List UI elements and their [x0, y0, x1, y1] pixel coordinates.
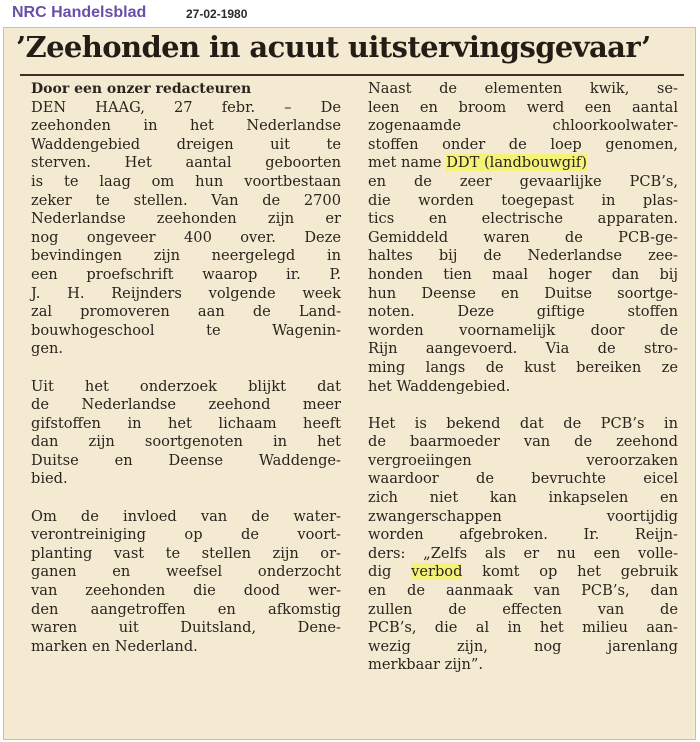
text-line: wezig zijn, nog jarenlang: [368, 637, 678, 655]
text-line: J. H. Reijnders volgende week: [31, 284, 341, 302]
text-line: Waddengebied dreigen uit te: [31, 135, 341, 153]
text-line: marken en Nederland.: [31, 637, 198, 655]
text-line: Duitse en Deense Waddenge-: [31, 451, 341, 469]
highlighted-term: verbod: [411, 563, 463, 581]
text-line: zogenaamde chloorkoolwater-: [368, 117, 678, 135]
text-line: noten. Deze giftige stoffen: [368, 303, 678, 321]
text-line: worden voornamelijk door de: [368, 321, 678, 339]
text-line: ganen en weefsel onderzocht: [31, 563, 341, 581]
text-line: en de aanmaak van PCB’s, dan: [368, 582, 678, 600]
text-line: Naast de elementen kwik, se-: [368, 80, 678, 97]
text-fragment: met name: [368, 154, 447, 172]
text-fragment: dig: [368, 563, 412, 581]
left-column: [31, 80, 341, 656]
text-line: zich niet kan inkapselen en: [368, 489, 678, 507]
text-line: Nederlandse zeehonden zijn er: [31, 210, 341, 228]
newspaper-name: NRC Handelsblad: [12, 4, 147, 21]
right-column: [368, 80, 678, 675]
text-line: Gemiddeld waren de PCB-ge-: [368, 228, 678, 246]
right-paragraph-2: [368, 415, 678, 675]
paragraph-gap: [31, 359, 341, 378]
text-line: en de zeer gevaarlijke PCB’s,: [368, 172, 678, 190]
text-line: zeker te stellen. Van de 2700: [31, 191, 341, 209]
text-line: vergroeiingen veroorzaken: [368, 451, 678, 469]
text-line: is te laag om hun voortbestaan: [31, 172, 341, 190]
text-fragment: komt op het gebruik: [462, 563, 678, 581]
article-byline: Door een onzer redacteuren: [31, 81, 252, 97]
text-line: waren uit Duitsland, Dene-: [31, 619, 341, 637]
text-line: PCB’s, die al in het milieu aan-: [368, 619, 678, 637]
text-line: sterven. Het aantal geboorten: [31, 154, 341, 172]
text-line: den aangetroffen en afkomstig: [31, 600, 341, 618]
highlighted-term: DDT (landbouwgif): [446, 154, 587, 172]
paragraph-gap: [31, 489, 341, 508]
text-line: tics en electrische apparaten.: [368, 210, 678, 228]
text-line: Het is bekend dat de PCB’s in: [368, 414, 678, 432]
text-line: een proefschrift waarop ir. P.: [31, 265, 341, 283]
page-header: [0, 0, 700, 26]
text-line: DEN HAAG, 27 febr. – De: [31, 98, 341, 116]
text-line: ming langs de kust bereiken ze: [368, 358, 678, 376]
text-line: de Nederlandse zeehond meer: [31, 396, 341, 414]
text-line: worden afgebroken. Ir. Reijn-: [368, 526, 678, 544]
headline-rule: [20, 74, 684, 76]
text-line: die worden toegepast in plas-: [368, 191, 678, 209]
text-line: bouwhogeschool te Wagenin-: [31, 321, 341, 339]
text-line: ders: „Zelfs als er nu een volle-: [368, 544, 678, 562]
publication-date: 27-02-1980: [186, 7, 248, 21]
text-line: Om de invloed van de water-: [31, 507, 341, 525]
paragraph-gap: [368, 396, 678, 415]
text-line: zeehonden in het Nederlandse: [31, 117, 341, 135]
text-line: Uit het onderzoek blijkt dat: [31, 377, 341, 395]
text-line: de baarmoeder van de zeehond: [368, 433, 678, 451]
text-line: dan zijn soortgenoten in het: [31, 433, 341, 451]
text-line: leen en broom werd een aantal: [368, 98, 678, 116]
text-line: gen.: [31, 340, 64, 358]
text-line: het Waddengebied.: [368, 377, 511, 395]
text-line: [368, 563, 678, 582]
text-line: gifstoffen in het lichaam heeft: [31, 414, 341, 432]
text-line: verontreiniging op de voort-: [31, 526, 341, 544]
text-line: bied.: [31, 470, 68, 488]
article-headline: ’Zeehonden in acuut uitstervingsgevaar’: [16, 30, 651, 64]
text-line: honden tien maal hoger dan bij: [368, 265, 678, 283]
text-line: [368, 154, 678, 173]
text-line: haltes bij de Nederlandse zee-: [368, 247, 678, 265]
newspaper-clipping: [3, 27, 696, 740]
text-line: zal promoveren aan de Land-: [31, 303, 341, 321]
text-line: hun Deense en Duitse soortge-: [368, 284, 678, 302]
text-line: bevindingen zijn neergelegd in: [31, 247, 341, 265]
text-line: Rijn aangevoerd. Via de stro-: [368, 340, 678, 358]
text-line: waardoor de bevruchte eicel: [368, 470, 678, 488]
left-column-body: [31, 99, 341, 657]
text-line: nog ongeveer 400 over. Deze: [31, 228, 341, 246]
text-line: stoffen onder de loep genomen,: [368, 135, 678, 153]
text-line: merkbaar zijn”.: [368, 656, 484, 674]
text-line: planting vast te stellen zijn or-: [31, 544, 341, 562]
text-line: zwangerschappen voortijdig: [368, 507, 678, 525]
text-line: van zeehonden die dood wer-: [31, 582, 341, 600]
right-paragraph-1: [368, 80, 678, 396]
text-line: zullen de effecten van de: [368, 600, 678, 618]
